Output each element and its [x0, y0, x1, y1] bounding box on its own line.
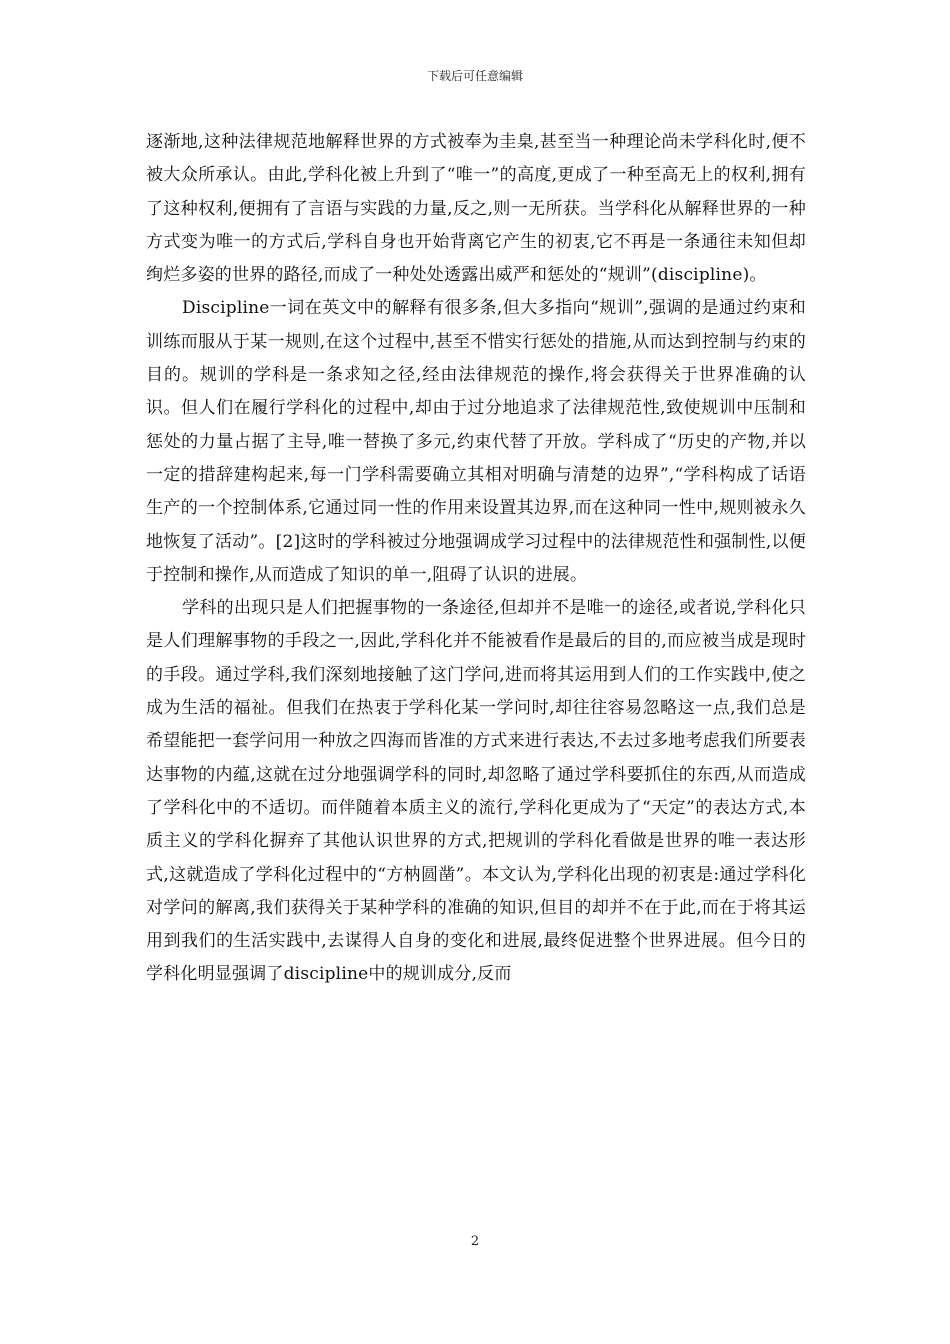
page-header: 下载后可任意编辑 — [426, 69, 523, 83]
paragraph-discipline-definition: Discipline一词在英文中的解释有很多条,但大多指向“规训”,强调的是通过约束和训练而服从于某一规则,在这个过程中,甚至不惜实行惩处的措施,从而达到控制与约束的目的。规训的学科是一条求知之径,经由法律规范的操作,将会获得关于世界准确的认识。但人们在履行学科化的过程中,却由于过分地追求了法律规范性,致使规训中压制和惩处的力量占据了主导,唯一替换了多元,约束代替了开放。学科成了“历史的产物,并以一定的措辞建构起来,每一门学科需要确立其相对明确与清楚的边界”,“学科构成了话语生产的一个控制体系,它通过同一性的作用来设置其边界,而在这种同一性中,规则被永久地恢复了活动”。[2]这时的学科被过分地强调成学习过程中的法律规范性和强制性,以便于控制和操作,从而造成了知识的单一,阻碍了认识的进展。 — [146, 298, 806, 585]
page-number: 2 — [470, 1234, 480, 1249]
document-body — [146, 126, 806, 992]
paragraph-continuation: 逐渐地,这种法律规范地解释世界的方式被奉为圭臬,甚至当一种理论尚未学科化时,便不被大众所承认。由此,学科化被上升到了“唯一”的高度,更成了一种至高无上的权利,拥有了这种权利,便拥有了言语与实践的力量,反之,则一无所获。当学科化从解释世界的一种方式变为唯一的方式后,学科自身也开始背离它产生的初衷,它不再是一条通往未知但却绚烂多姿的世界的路径,而成了一种处处透露出威严和惩处的“规训”(discipline)。 — [146, 132, 806, 286]
paragraph-discipline-means: 学科的出现只是人们把握事物的一条途径,但却并不是唯一的途径,或者说,学科化只是人们理解事物的手段之一,因此,学科化并不能被看作是最后的目的,而应被当成是现时的手段。通过学科,我们深刻地接触了这门学问,进而将其运用到人们的工作实践中,使之成为生活的福祉。但我们在热衷于学科化某一学问时,却往往容易忽略这一点,我们总是希望能把一套学问用一种放之四海而皆准的方式来进行表达,不去过多地考虑我们所要表达事物的内蕴,这就在过分地强调学科的同时,却忽略了通过学科要抓住的东西,从而造成了学科化中的不适切。而伴随着本质主义的流行,学科化更成为了“天定”的表达方式,本质主义的学科化摒弃了其他认识世界的方式,把规训的学科化看做是世界的唯一表达形式,这就造成了学科化过程中的“方枘圆凿”。本文认为,学科化出现的初衷是:通过学科化对学问的解离,我们获得关于某种学科的准确的知识,但目的却并不在于此,而在于将其运用到我们的生活实践中,去谋得人自身的变化和进展,最终促进整个世界进展。但今日的学科化明显强调了discipline中的规训成分,反而 — [146, 598, 806, 985]
